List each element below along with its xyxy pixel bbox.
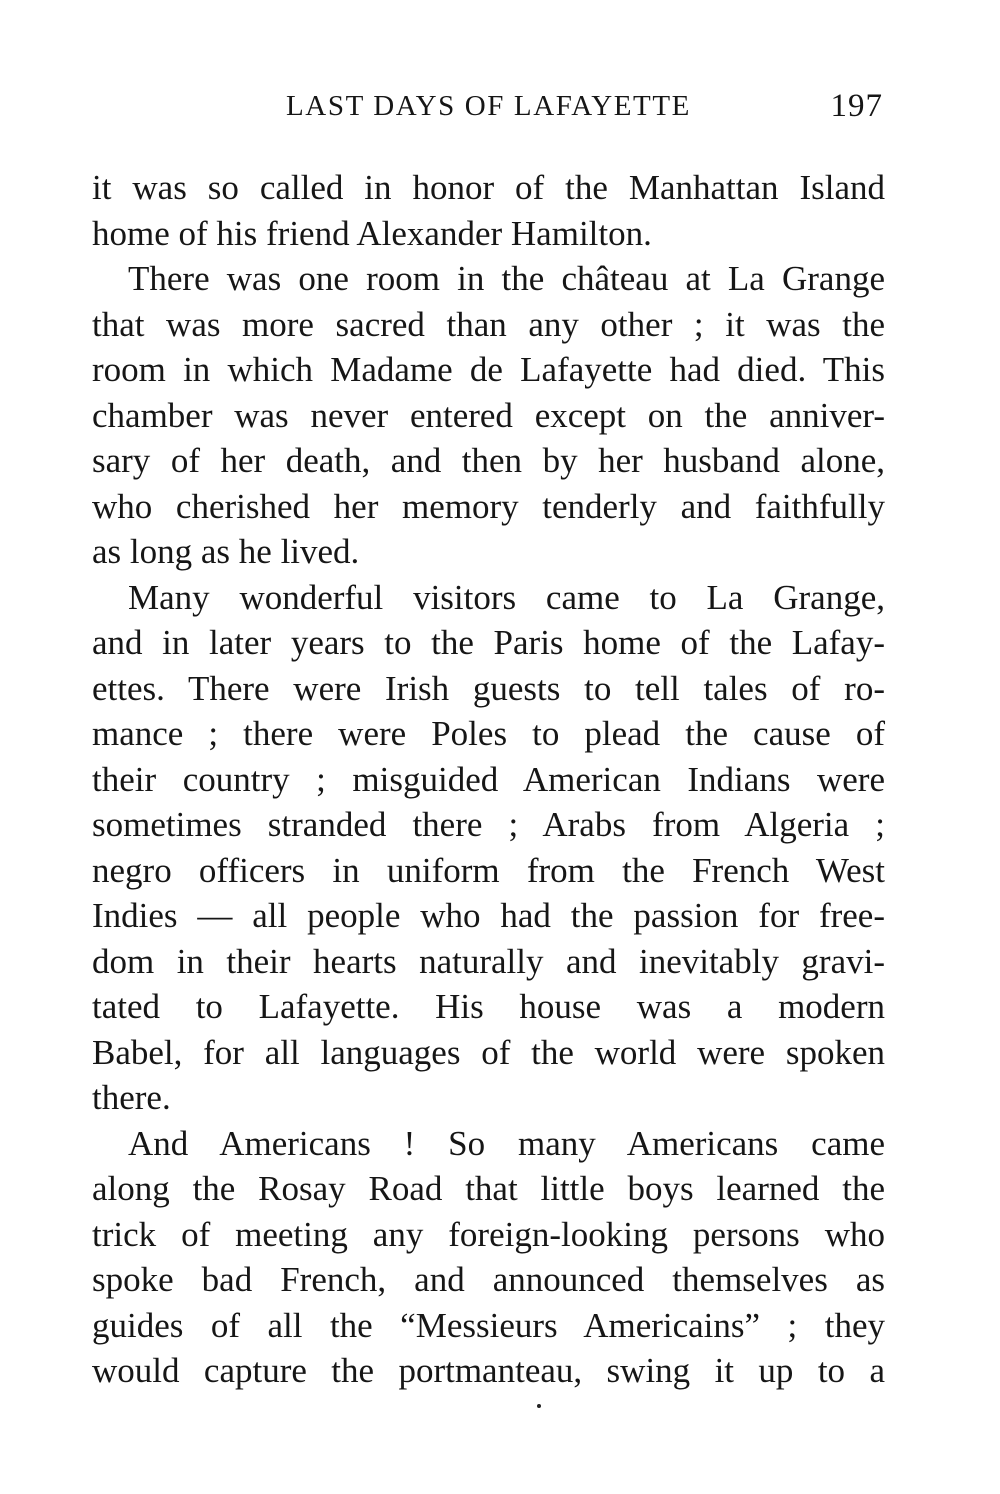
text-line: tated to Lafayette. His house was a modern bbox=[92, 987, 885, 1026]
text-line: as long as he lived. bbox=[92, 532, 360, 571]
text-line: their country ; misguided American Indians were bbox=[92, 759, 885, 799]
text-line: ettes. There were Irish guests to tell tales of ro- bbox=[92, 668, 885, 708]
text-line: trick of meeting any foreign-looking persons who bbox=[92, 1214, 885, 1254]
text-line: who cherished her memory tenderly and faithfully bbox=[92, 486, 885, 526]
page-number: 197 bbox=[830, 88, 883, 124]
text-line: guides of all the “Messieurs Americains” ; they bbox=[92, 1305, 885, 1345]
running-head bbox=[92, 84, 885, 134]
text-line: And Americans ! So many Americans came bbox=[128, 1123, 885, 1163]
text-line: room in which Madame de Lafayette had died. This bbox=[92, 350, 885, 389]
body-text bbox=[92, 165, 885, 1394]
text-line: sometimes stranded there ; Arabs from Algeria ; bbox=[92, 805, 885, 844]
text-line: mance ; there were Poles to plead the cause of bbox=[92, 714, 885, 753]
text-line: there. bbox=[92, 1078, 171, 1117]
ink-speck bbox=[537, 1404, 541, 1408]
text-line: Babel, for all languages of the world were spoken bbox=[92, 1032, 885, 1072]
text-line: that was more sacred than any other ; it was the bbox=[92, 304, 885, 344]
text-line: spoke bad French, and announced themselves as bbox=[92, 1260, 885, 1299]
text-line: it was so called in honor of the Manhattan Island bbox=[92, 168, 885, 207]
text-line: home of his friend Alexander Hamilton. bbox=[92, 213, 652, 253]
text-line: would capture the portmanteau, swing it up to a bbox=[92, 1351, 885, 1390]
text-line: Indies — all people who had the passion for free- bbox=[92, 896, 885, 935]
running-title: LAST DAYS OF LAFAYETTE bbox=[285, 90, 691, 122]
text-line: sary of her death, and then by her husband alone, bbox=[92, 441, 885, 480]
text-line: Many wonderful visitors came to La Grange, bbox=[128, 577, 885, 617]
text-line: along the Rosay Road that little boys learned the bbox=[92, 1169, 885, 1208]
text-line: negro officers in uniform from the French West bbox=[92, 850, 885, 890]
text-line: and in later years to the Paris home of the Lafay- bbox=[92, 623, 885, 662]
text-line: There was one room in the château at La Grange bbox=[128, 259, 885, 298]
text-line: dom in their hearts naturally and inevitably gravi- bbox=[92, 941, 885, 981]
text-line: chamber was never entered except on the anniver- bbox=[92, 395, 885, 435]
